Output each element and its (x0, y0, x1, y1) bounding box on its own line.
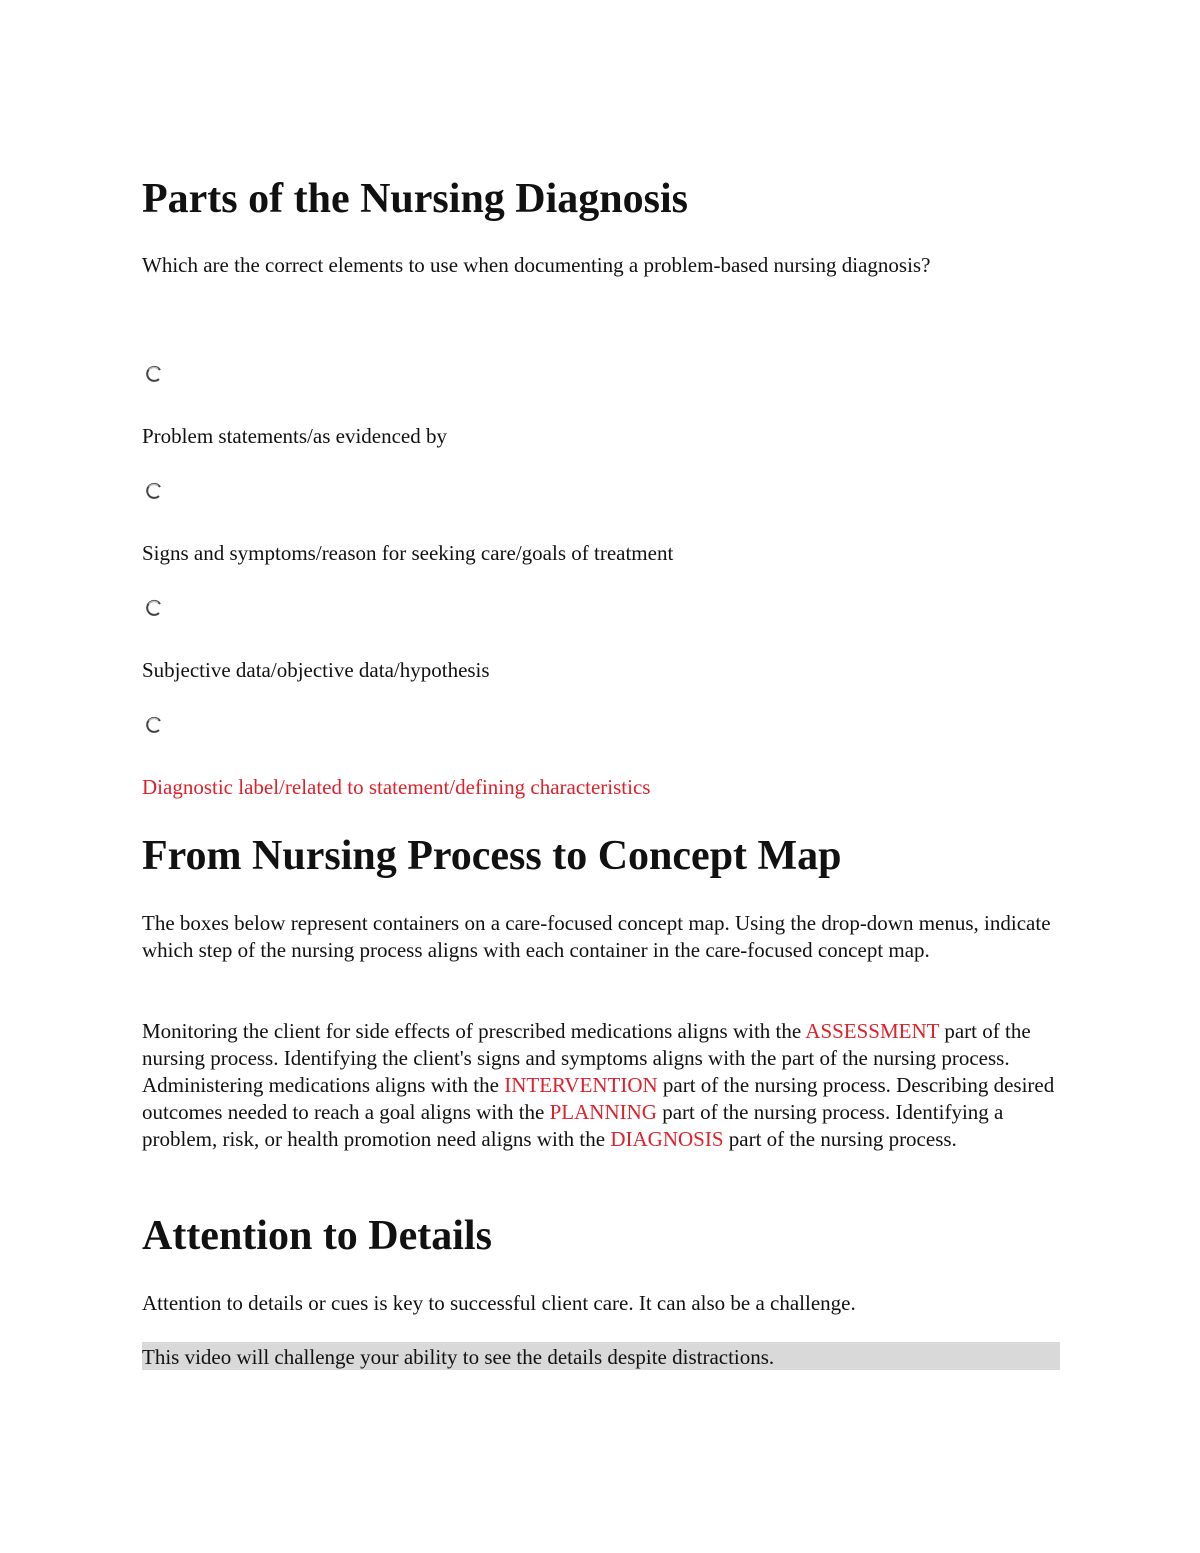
option-2[interactable]: Signs and symptoms/reason for seeking care/goals of treatment (142, 541, 674, 565)
answer-diagnosis[interactable]: DIAGNOSIS (610, 1127, 724, 1151)
concept-map-answer-paragraph (142, 1018, 1060, 1153)
radio-unselected-icon[interactable] (145, 364, 163, 384)
answer-assessment[interactable]: ASSESSMENT (805, 1019, 940, 1043)
answer-text-4: part of the nursing process. Identifying a problem, risk, or health promotion need aligns with the (142, 1100, 1004, 1151)
attention-text: Attention to details or cues is key to successful client care. It can also be a challenge. (142, 1291, 856, 1315)
video-highlight-text: This video will challenge your ability to see the details despite distractions. (142, 1345, 775, 1369)
section-title-nursing-diagnosis: Parts of the Nursing Diagnosis (142, 176, 689, 222)
answer-intervention[interactable]: INTERVENTION (504, 1073, 658, 1097)
radio-unselected-icon[interactable] (145, 598, 163, 618)
answer-text-3: part of the nursing process. Describing desired outcomes needed to reach a goal aligns with the (142, 1073, 1055, 1124)
answer-planning[interactable]: PLANNING (549, 1100, 657, 1124)
answer-text-2: part of the nursing process. Identifying the client's signs and symptoms aligns with the part of the nursing process. Administering medications aligns with the (142, 1019, 1031, 1097)
question-text: Which are the correct elements to use when documenting a problem-based nursing diagnosis? (142, 253, 931, 277)
option-3[interactable]: Subjective data/objective data/hypothesis (142, 658, 490, 682)
radio-unselected-icon[interactable] (145, 481, 163, 501)
section-title-concept-map: From Nursing Process to Concept Map (142, 833, 842, 879)
radio-unselected-icon[interactable] (145, 715, 163, 735)
option-4-correct[interactable]: Diagnostic label/related to statement/defining characteristics (142, 775, 651, 799)
concept-map-intro: The boxes below represent containers on a care-focused concept map. Using the drop-down menus, indicate which step of the nursing process aligns with each container in the care-focused concept map. (142, 911, 1051, 962)
section-title-attention: Attention to Details (142, 1213, 492, 1259)
answer-text-1: Monitoring the client for side effects of prescribed medications aligns with the (142, 1019, 806, 1043)
option-1[interactable]: Problem statements/as evidenced by (142, 424, 448, 448)
answer-text-5: part of the nursing process. (723, 1127, 957, 1151)
